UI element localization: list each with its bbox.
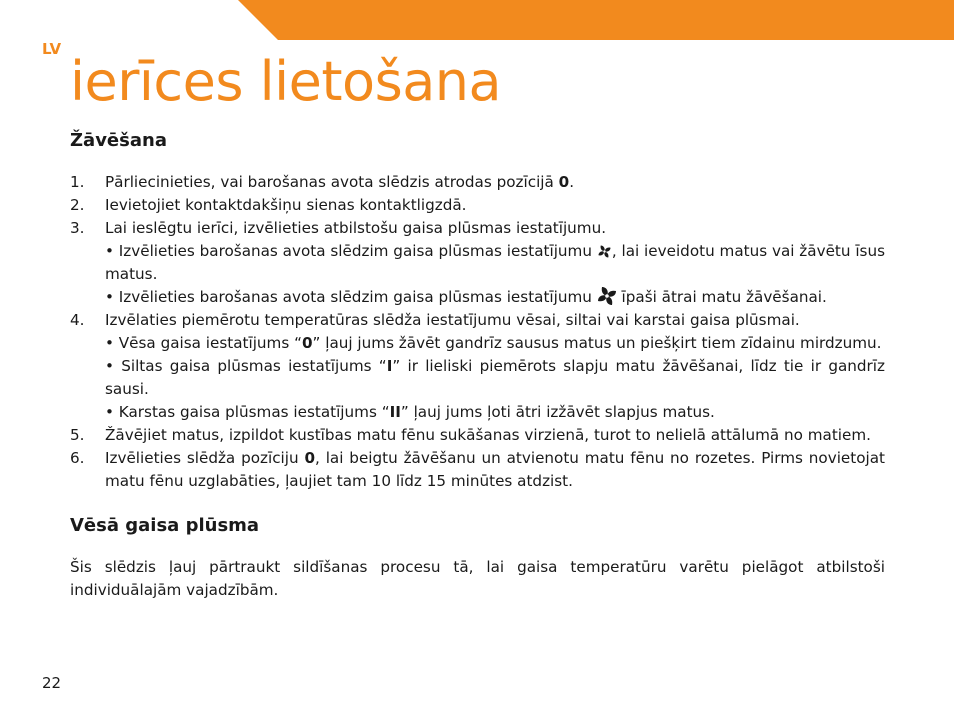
section-heading-drying: Žāvēšana bbox=[70, 130, 167, 151]
list-item: 2. Ievietojiet kontaktdakšiņu sienas kontaktligzdā. bbox=[70, 194, 885, 217]
list-item: 1. Pārliecinieties, vai barošanas avota slēdzis atrodas pozīcijā 0. bbox=[70, 171, 885, 194]
high-fan-icon bbox=[597, 286, 617, 306]
step-number: 6. bbox=[70, 449, 85, 467]
step-number: 1. bbox=[70, 173, 85, 191]
cool-air-description: Šis slēdzis ļauj pārtraukt sildīšanas procesu tā, lai gaisa temperatūru varētu pielāgot atbilstoši individuālajām vajadzībām. bbox=[70, 558, 885, 599]
page-number: 22 bbox=[42, 674, 62, 692]
step-number: 4. bbox=[70, 311, 85, 329]
sub-item: • Vēsa gaisa iestatījums “0” ļauj jums žāvēt gandrīz sausus matus un piešķirt tiem zīdainu mirdzumu. bbox=[105, 334, 882, 352]
list-item: 6. Izvēlieties slēdža pozīciju 0, lai beigtu žāvēšanu un atvienotu matu fēnu no rozetes. Pirms novietojat matu fēnu uzglabāties, ļaujiet tam 10 līdz 15 minūtes atdzist. bbox=[70, 449, 885, 490]
sub-item: • Karstas gaisa plūsmas iestatījums “II” ļauj jums ļoti ātri izžāvēt slapjus matus. bbox=[105, 403, 715, 421]
list-item: 3. Lai ieslēgtu ierīci, izvēlieties atbilstošu gaisa plūsmas iestatījumu. • Izvēlieties barošanas avota slēdzim gaisa plūsmas iestatījumu , lai ieveidotu matus vai žāvētu īsus matus. • Izvēlieties barošanas avota slēdzim gaisa plūsmas iestatījumu īpaši ātrai matu žāvēšanai. bbox=[70, 217, 885, 309]
step-number: 3. bbox=[70, 219, 85, 237]
header-accent-band bbox=[238, 0, 954, 40]
low-fan-icon bbox=[597, 244, 612, 259]
step-number: 5. bbox=[70, 426, 85, 444]
list-item: 4. Izvēlaties piemērotu temperatūras slēdža iestatījumu vēsai, siltai vai karstai gaisa plūsmai. • Vēsa gaisa iestatījums “0” ļauj jums žāvēt gandrīz sausus matus un piešķirt tiem zīdainu mirdzumu. • Siltas gaisa plūsmas iestatījums “I” ir lieliski piemērots slapju matu žāvēšanai, līdz tie ir gandrīz sausi. • Karstas gaisa plūsmas iestatījums “II” ļauj jums ļoti ātri izžāvēt slapjus matus. bbox=[70, 309, 885, 424]
sub-item: • Izvēlieties barošanas avota slēdzim gaisa plūsmas iestatījumu īpaši ātrai matu žāvēšanai. bbox=[105, 288, 827, 306]
drying-steps-list bbox=[70, 171, 885, 493]
main-content bbox=[70, 128, 885, 602]
language-label: LV bbox=[42, 40, 62, 58]
list-item: 5. Žāvējiet matus, izpildot kustības matu fēnu sukāšanas virzienā, turot to nelielā attālumā no matiem. bbox=[70, 424, 885, 447]
section-heading-cool-air: Vēsā gaisa plūsma bbox=[70, 515, 260, 536]
sub-item: • Izvēlieties barošanas avota slēdzim gaisa plūsmas iestatījumu , lai ieveidotu matus vai žāvētu īsus matus. bbox=[105, 242, 886, 283]
step-number: 2. bbox=[70, 196, 85, 214]
page-title: ierīces lietošana bbox=[70, 50, 502, 113]
sub-item: • Siltas gaisa plūsmas iestatījums “I” ir lieliski piemērots slapju matu žāvēšanai, līdz tie ir gandrīz sausi. bbox=[105, 357, 885, 398]
